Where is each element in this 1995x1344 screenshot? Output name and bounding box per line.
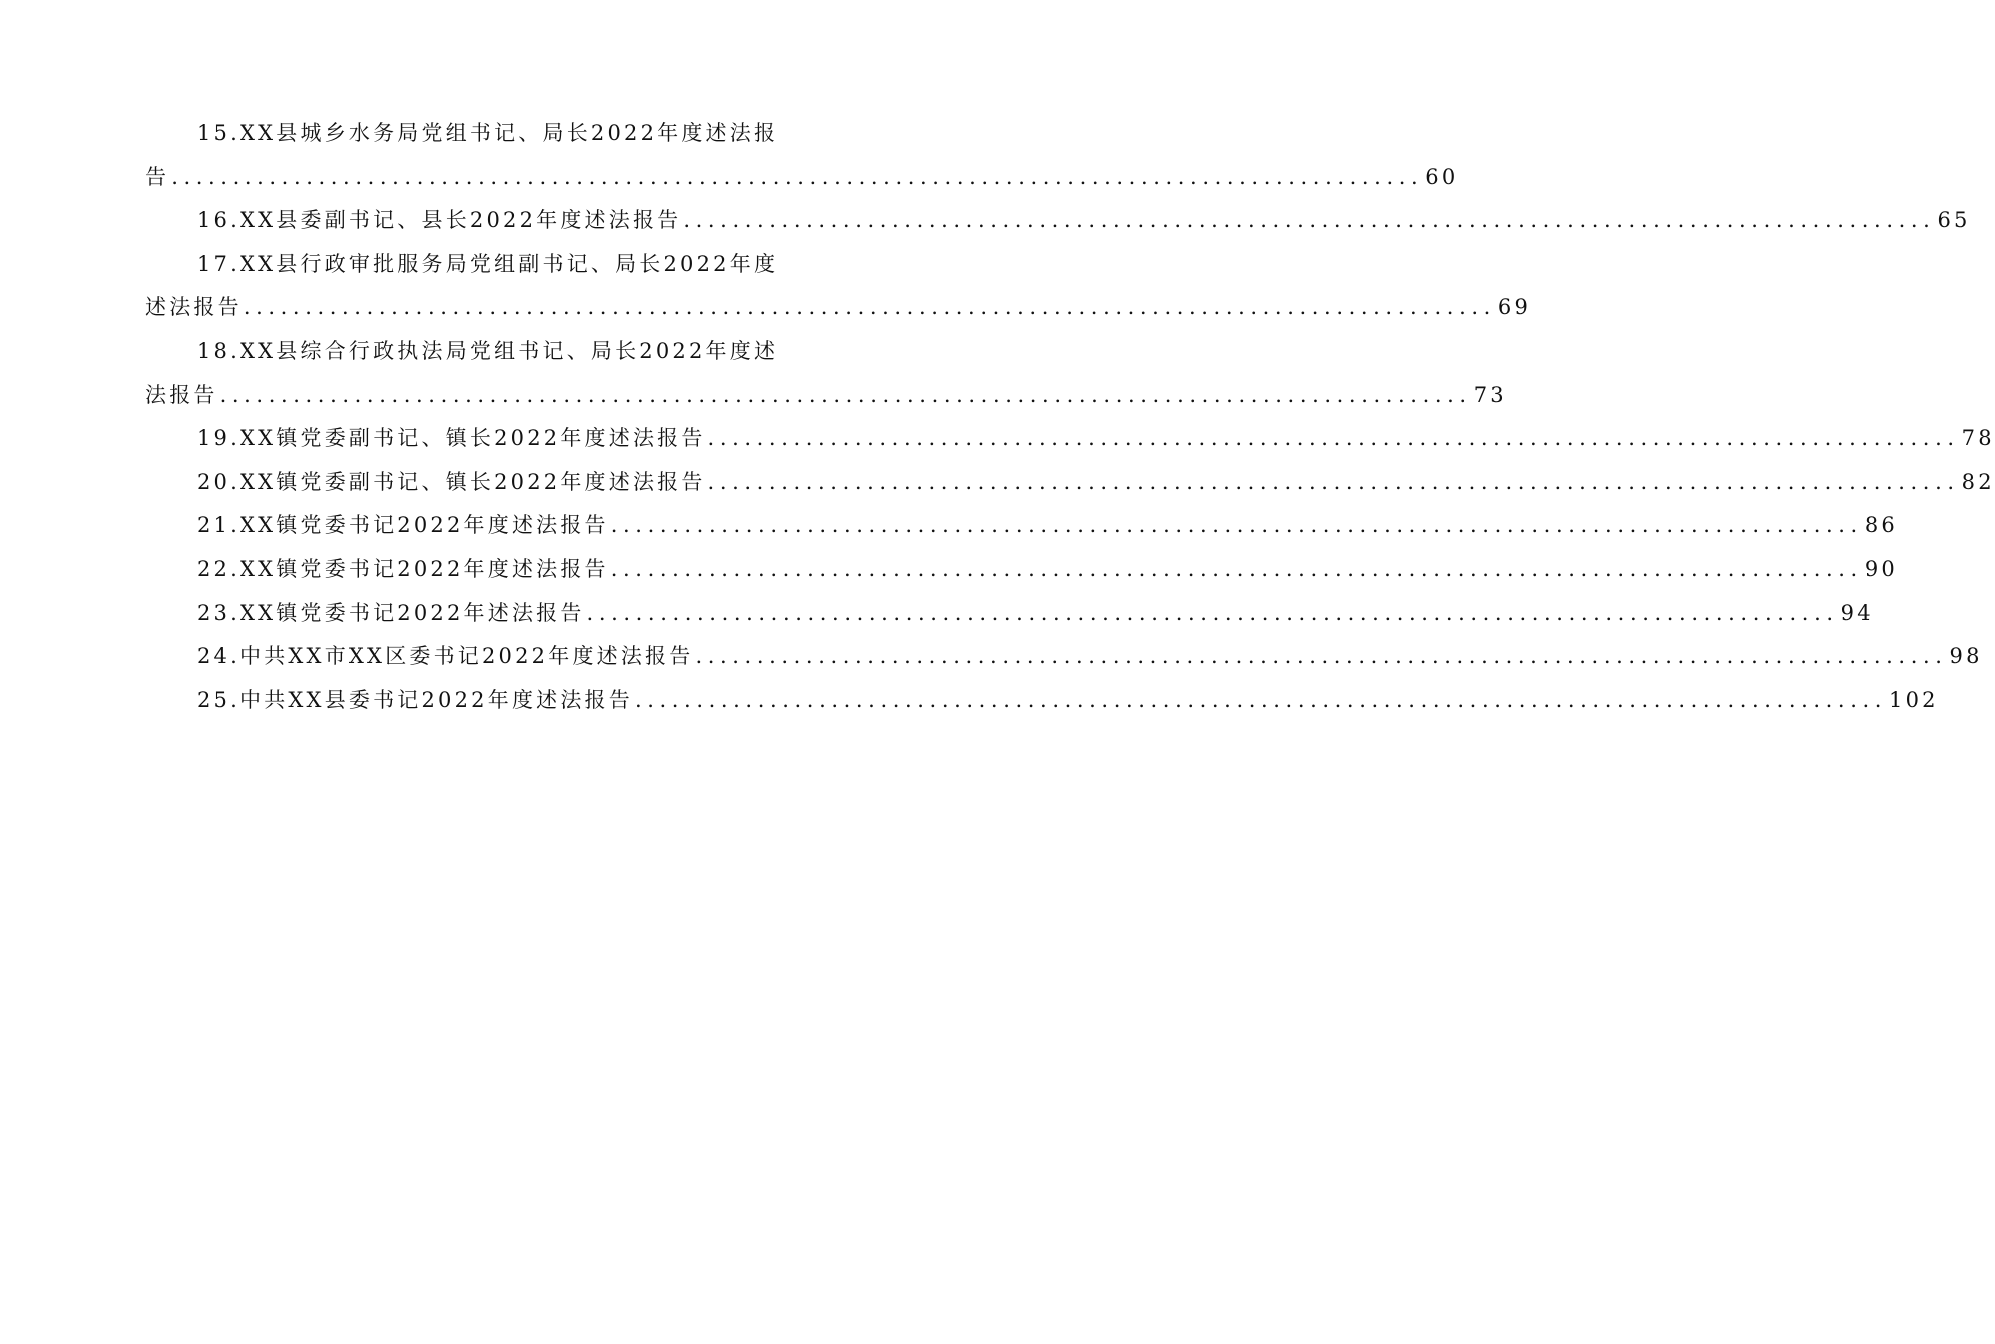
toc-entry-title: 17.XX县行政审批服务局党组副书记、局长2022年度 — [197, 251, 779, 276]
toc-entry-17[interactable] — [145, 243, 1532, 330]
toc-entry-24[interactable] — [145, 635, 1983, 679]
toc-entry-18[interactable] — [145, 330, 1507, 417]
toc-entry-title: 23.XX镇党委书记2022年述法报告 — [197, 600, 585, 625]
toc-entry-leader-line — [145, 635, 1983, 679]
toc-entry-22[interactable] — [145, 548, 1898, 592]
dot-leader: ...................................................................................................... — [610, 513, 1863, 538]
toc-page-number: 86 — [1864, 513, 1898, 538]
toc-entry-21[interactable] — [145, 504, 1898, 548]
dot-leader: ...................................................................................................... — [171, 164, 1424, 189]
toc-entry-title: 21.XX镇党委书记2022年度述法报告 — [197, 513, 609, 538]
toc-entry-title-line — [145, 330, 807, 374]
toc-entry-title: 20.XX镇党委副书记、镇长2022年度述法报告 — [197, 469, 706, 494]
toc-entry-19[interactable] — [145, 417, 1995, 461]
toc-entry-leader-line — [145, 679, 1939, 723]
toc-page-number: 94 — [1840, 600, 1874, 625]
toc-page-number: 73 — [1473, 382, 1507, 407]
toc-entry-title: 24.中共XX市XX区委书记2022年度述法报告 — [197, 644, 694, 669]
toc-entry-title-cont: 述法报告 — [145, 295, 242, 320]
toc-entry-leader-line — [145, 199, 1971, 243]
toc-entry-title: 16.XX县委副书记、县长2022年度述法报告 — [197, 208, 682, 233]
toc-entry-title-line — [145, 112, 807, 156]
toc-page-number: 98 — [1949, 644, 1983, 669]
toc-entry-leader-line — [145, 286, 1532, 330]
toc-page-number: 82 — [1961, 469, 1995, 494]
toc-entry-leader-line — [145, 156, 1459, 200]
toc-entry-leader-line — [145, 417, 1995, 461]
toc-entry-title: 19.XX镇党委副书记、镇长2022年度述法报告 — [197, 426, 706, 451]
toc-entry-leader-line — [145, 548, 1898, 592]
dot-leader: ...................................................................................................... — [683, 208, 1936, 233]
toc-entry-title: 18.XX县综合行政执法局党组书记、局长2022年度述 — [197, 338, 779, 363]
toc-entry-23[interactable] — [145, 592, 1874, 636]
toc-entry-title-cont: 法报告 — [145, 382, 218, 407]
toc-entry-title-cont: 告 — [145, 164, 170, 189]
toc-entry-leader-line — [145, 592, 1874, 636]
dot-leader: ...................................................................................................... — [610, 556, 1863, 581]
dot-leader: ...................................................................................................... — [243, 295, 1496, 320]
dot-leader: ...................................................................................................... — [707, 469, 1960, 494]
toc-entry-20[interactable] — [145, 461, 1995, 505]
toc-entry-leader-line — [145, 504, 1898, 548]
toc-entry-leader-line — [145, 461, 1995, 505]
toc-page-number: 90 — [1864, 556, 1898, 581]
dot-leader: ...................................................................................................... — [586, 600, 1839, 625]
toc-entry-16[interactable] — [145, 199, 1971, 243]
table-of-contents — [145, 112, 1995, 722]
toc-entry-leader-line — [145, 374, 1507, 418]
toc-page-number: 60 — [1425, 164, 1459, 189]
toc-entry-25[interactable] — [145, 679, 1939, 723]
dot-leader: ...................................................................................................... — [219, 382, 1472, 407]
dot-leader: ...................................................................................................... — [707, 426, 1960, 451]
toc-entry-title: 25.中共XX县委书记2022年度述法报告 — [197, 687, 633, 712]
toc-entry-title-line — [145, 243, 807, 287]
toc-page-number: 102 — [1889, 687, 1939, 712]
toc-page-number: 78 — [1961, 426, 1995, 451]
toc-entry-15[interactable] — [145, 112, 1459, 199]
toc-page-number: 69 — [1497, 295, 1532, 320]
toc-page-number: 65 — [1937, 208, 1971, 233]
dot-leader: ...................................................................................................... — [634, 687, 1888, 712]
dot-leader: ...................................................................................................... — [695, 644, 1948, 669]
toc-entry-title: 22.XX镇党委书记2022年度述法报告 — [197, 556, 609, 581]
toc-entry-title: 15.XX县城乡水务局党组书记、局长2022年度述法报 — [197, 121, 779, 145]
